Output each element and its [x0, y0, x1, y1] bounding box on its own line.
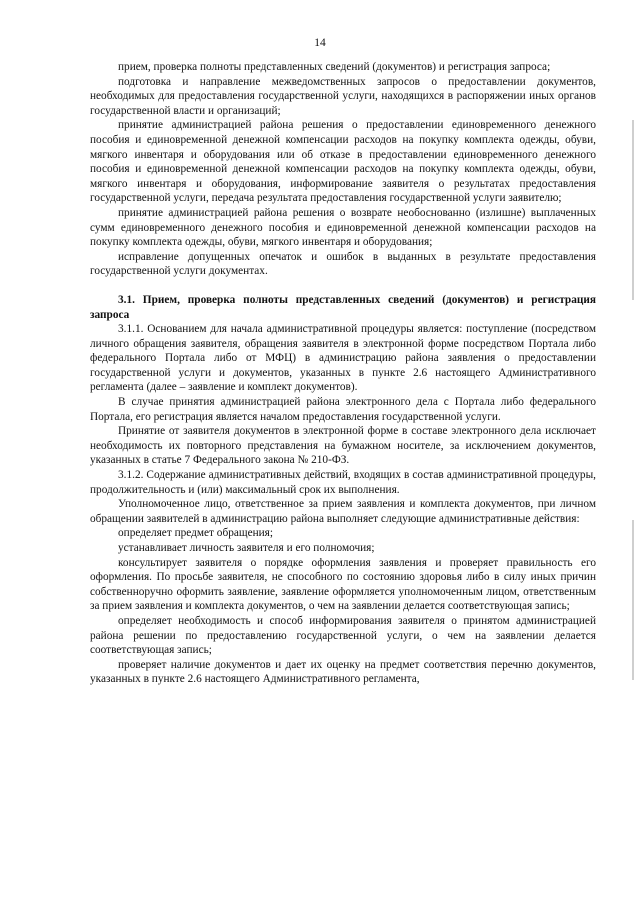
section-heading: 3.1. Прием, проверка полноты представленных сведений (документов) и регистрация запроса	[90, 293, 596, 321]
paragraph: прием, проверка полноты представленных сведений (документов) и регистрация запроса;	[118, 61, 551, 73]
paragraph: устанавливает личность заявителя и его полномочия;	[118, 542, 375, 554]
scan-edge-mark	[632, 120, 634, 300]
paragraph: исправление допущенных опечаток и ошибок в выданных в результате предоставления государственной услуги документах.	[90, 250, 596, 278]
paragraph: подготовка и направление межведомственных запросов о предоставлении документов, необходимых для предоставления государственной услуги, находящихся в распоряжении иных органов государственной власти и организаций;	[90, 75, 596, 117]
page-number: 14	[314, 37, 326, 49]
paragraph: Уполномоченное лицо, ответственное за прием заявления и комплекта документов, при личном обращении заявителей в администрацию района выполняет следующие административные действия:	[90, 498, 596, 525]
scan-edge-mark	[632, 520, 634, 680]
paragraph: 3.1.2. Содержание административных действий, входящих в состав административной процедуры, продолжительность и (или) максимальный срок их выполнения.	[90, 469, 596, 496]
paragraph: Принятие от заявителя документов в электронной форме в составе электронного дела исключает необходимость их повторного представления на бумажном носителе, за исключением документов, указанных в статье 7 Федерального закона № 210-ФЗ.	[90, 425, 596, 467]
paragraph: определяет необходимость и способ информирования заявителя о принятом администрацией района решении по предоставлению государственной услуги, о чем на заявлении делается соответствующая запись;	[90, 614, 596, 657]
paragraph: принятие администрацией района решения о возврате необоснованно (излишне) выплаченных сумм единовременного денежного пособия и единовременной денежной компенсации расходов на покупку комплекта одежды, обуви, мягкого инвентаря и оборудования;	[90, 206, 596, 249]
paragraph: определяет предмет обращения;	[118, 527, 274, 540]
paragraph: принятие администрацией района решения о предоставлении единовременного денежного пособия и единовременной денежной компенсации расходов на покупку комплекта одежды, обуви, мягкого инвентаря и оборудования или об отказе в предоставлении единовременного денежного пособия и единовременной денежной компенсации расходов на покупку комплекта одежды, обуви, мягкого инвентаря и оборудования, информирование заявителя о результатах предоставления государственной услуги, передача результата предоставления государственной услуги заявителю;	[90, 119, 596, 205]
paragraph: проверяет наличие документов и дает их оценку на предмет соответствия перечню документов, указанных в пункте 2.6 настоящего Административного регламента,	[90, 658, 596, 686]
paragraph: 3.1.1. Основанием для начала административной процедуры является: поступление (посредством личного обращения заявителя, обращения заявителя в электронной форме посредством Портала либо федерального Портала либо от МФЦ) в администрацию района заявления о предоставлении государственной услуги и документов, указанных в пункте 2.6 настоящего Административного регламента (далее – заявление и комплект документов).	[90, 323, 596, 394]
document-body	[90, 60, 596, 687]
paragraph: В случае принятия администрацией района электронного дела с Портала либо федерального Портала, его регистрация является началом предоставления государственной услуги.	[90, 396, 596, 423]
paragraph: консультирует заявителя о порядке оформления заявления и проверяет правильность его оформления. По просьбе заявителя, не способного по состоянию здоровья либо в силу иных причин собственноручно оформить заявление, заявление оформляется уполномоченным лицом, ответственным за прием заявления и комплекта документов, о чем на заявлении делается соответствующая запись;	[90, 556, 596, 613]
